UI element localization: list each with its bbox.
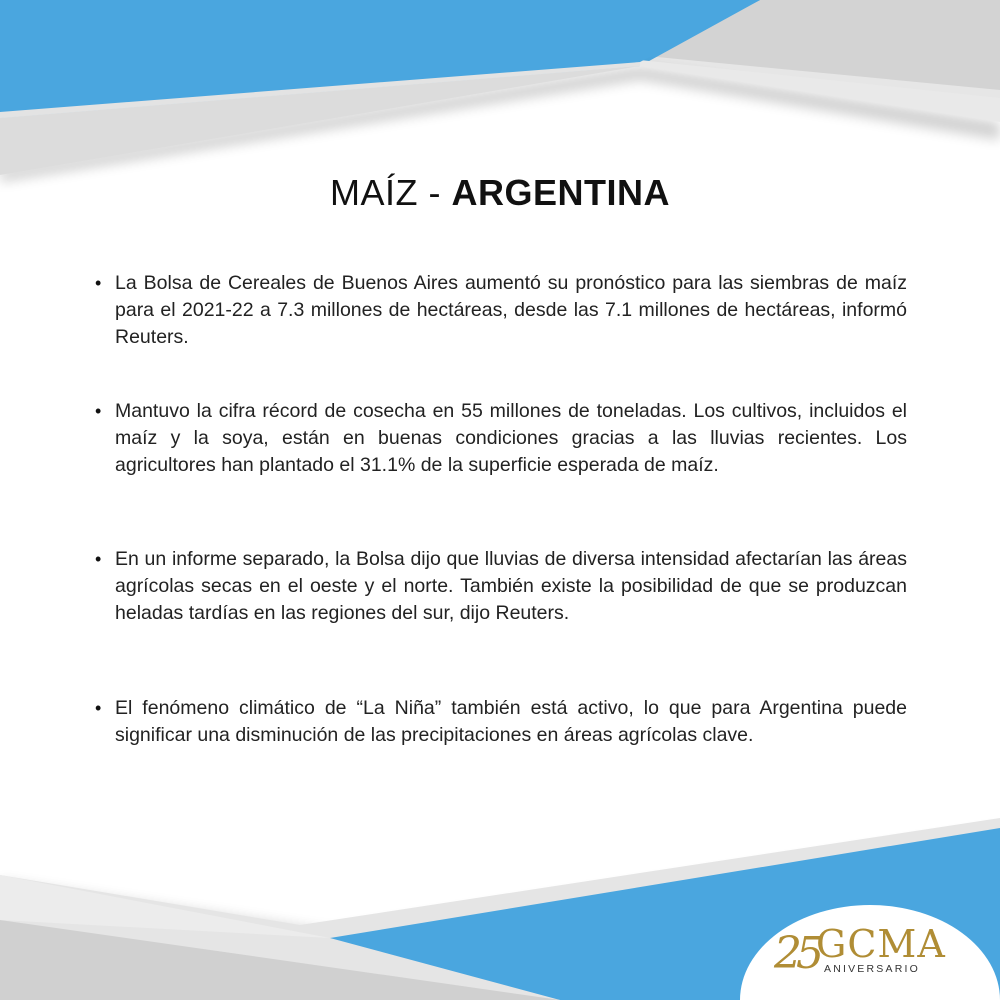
bullet-text: El fenómeno climático de “La Niña” también está activo, lo que para Argentina puede significar una disminución de las precipitaciones en áreas agrícolas clave. — [115, 697, 907, 746]
title-bold: ARGENTINA — [451, 172, 670, 213]
logo-number: 25 — [774, 928, 818, 979]
bullet-marker: • — [95, 401, 102, 421]
bullet-text: En un informe separado, la Bolsa dijo que lluvias de diversa intensidad afectarían las áreas agrícolas secas en el oeste y el norte. También existe la posibilidad de que se produzcan heladas tardías en las regiones del sur, dijo Reuters. — [115, 548, 907, 624]
top-banner — [0, 0, 1000, 182]
page-title — [0, 172, 1000, 214]
gcma-logo — [770, 920, 970, 990]
bullet-text: Mantuvo la cifra récord de cosecha en 55 millones de toneladas. Los cultivos, incluidos el maíz y la soya, están en buenas condiciones gracias a las lluvias recientes. Los agricultores han plantado el 31.1% de la superficie esperada de maíz. — [115, 400, 907, 476]
bullet-marker: • — [95, 698, 102, 718]
bullet-marker: • — [95, 549, 102, 569]
bullet-item — [95, 695, 907, 749]
bullet-text: La Bolsa de Cereales de Buenos Aires aumentó su pronóstico para las siembras de maíz para el 2021-22 a 7.3 millones de hectáreas, desde las 7.1 millones de hectáreas, informó Reuters. — [115, 272, 907, 348]
logo-subtitle: ANIVERSARIO — [824, 963, 920, 975]
title-normal: MAÍZ - — [330, 172, 452, 213]
bullet-item — [95, 546, 907, 627]
logo-brand: GCMA — [816, 922, 946, 966]
bullet-item — [95, 398, 907, 479]
bullet-item — [95, 270, 907, 351]
bullet-marker: • — [95, 273, 102, 293]
